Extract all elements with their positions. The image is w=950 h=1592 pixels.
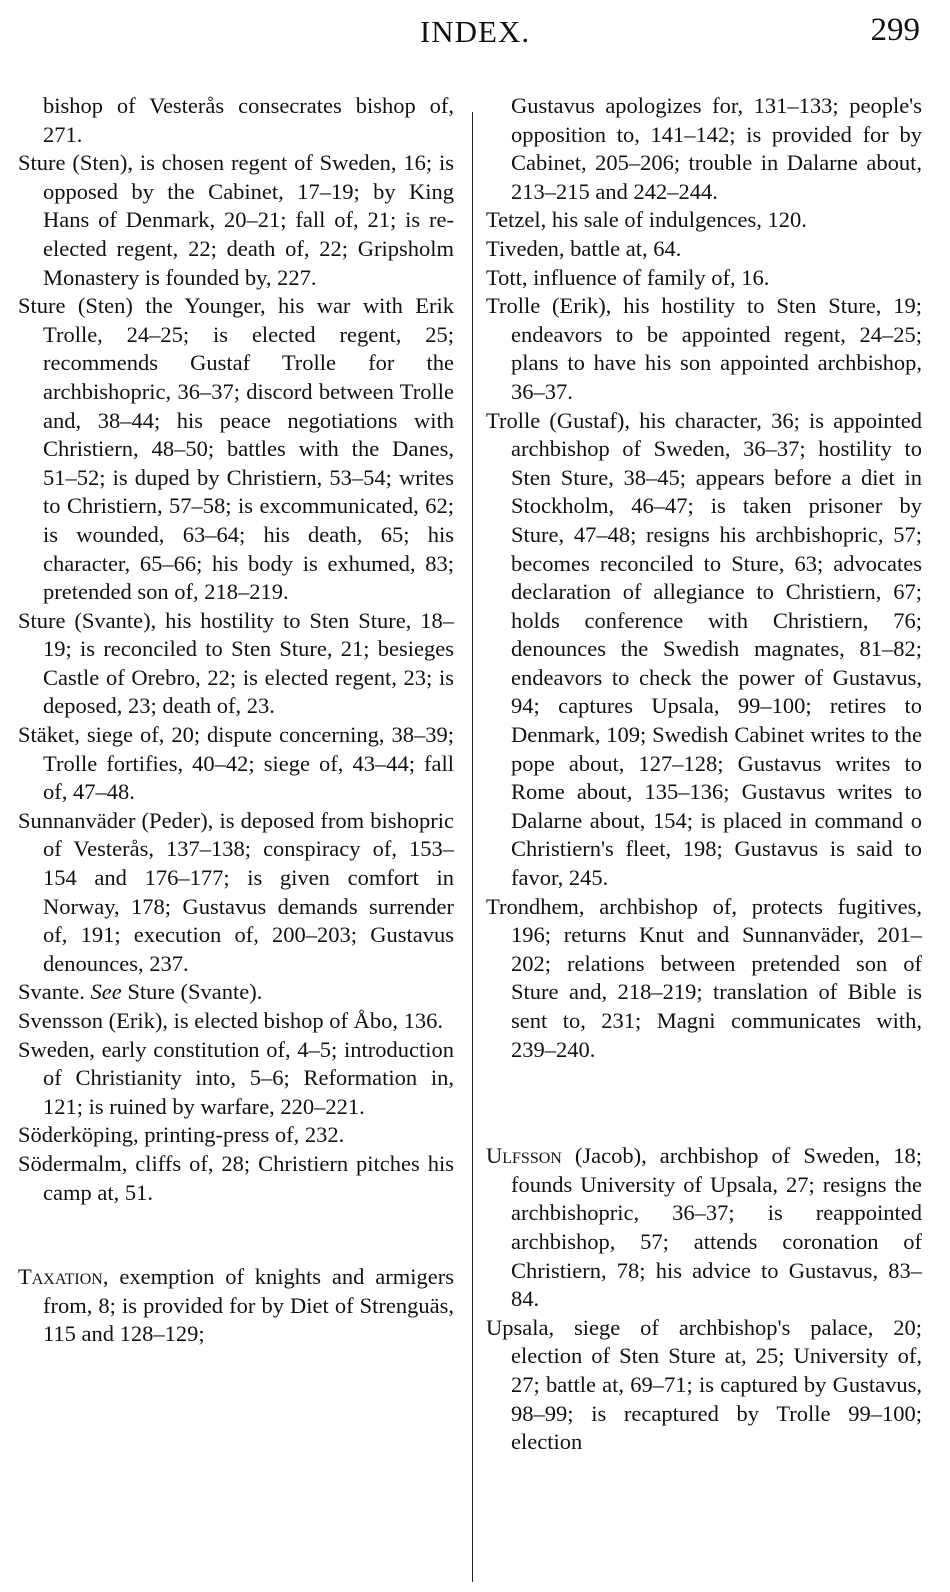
index-entry: Sture (Sten) the Younger, his war with Erik Trolle, 24–25; is elected regent, 25; recommends Gustaf Trolle for the archbishopric, 36–37; discord between Trolle and, 38–44; his peace negotiations with Christiern, 48–50; battles with the Danes, 51–52; is duped by Christiern, 53–54; writes to Christiern, 57–58; is excommunicated, 62; is wounded, 63–64; his death, 65; his character, 65–66; his body is exhumed, 83; pretended son of, 218–219. [18,293,454,605]
page-number: 299 [870,12,920,48]
column-divider [472,112,473,1582]
index-entry: Gustavus apologizes for, 131–133; people's opposition to, 141–142; is provided for by Cabinet, 205–206; trouble in Dalarne about, 213–215 and 242–244. [511,93,922,204]
entry-text: (Jacob), archbishop of Sweden, 18; founds University of Upsala, 27; resigns the archbishopric, 36–37; is reappointed archbishop, 57; attends coronation of Christiern, 78; his advice to Gustavus, 83–84. [511,1143,922,1312]
see-reference: See [90,979,122,1005]
index-entry [486,1142,922,1314]
index-entry: Sweden, early constitution of, 4–5; introduction of Christianity into, 5–6; Reformation in, 121; is ruined by warfare, 220–221. [18,1036,454,1119]
index-entry: bishop of Vesterås consecrates bishop of, 271. [43,93,454,147]
index-entry: Tiveden, battle at, 64. [486,235,682,261]
index-entry: Tetzel, his sale of indulgences, 120. [486,207,807,233]
index-entry [18,978,454,1007]
index-entry: Sture (Sten), is chosen regent of Sweden, 16; is opposed by the Cabinet, 17–19; by King Hans of Denmark, 20–21; fall of, 21; is re-elected regent, 22; death of, 22; Gripsholm Monastery is founded by, 227. [18,150,454,290]
index-entry: Södermalm, cliffs of, 28; Christiern pitches his camp at, 51. [18,1150,454,1205]
index-entry: Trolle (Erik), his hostility to Sten Sture, 19; endeavors to be appointed regent, 24–25; plans to have his son appointed archbishop, 36–37. [486,293,922,404]
entry-head: Taxation [18,1264,103,1290]
index-entry: Svensson (Erik), is elected bishop of Åbo, 136. [18,1008,443,1033]
page-header [0,0,950,60]
letter-section-gap [486,1120,922,1142]
index-entry: Trondhem, archbishop of, protects fugitives, 196; returns Knut and Sunnanväder, 201–202; relations between pretended son of Sture and, 218–219; translation of Bible is sent to, 231; Magni communicates with, 239–240. [486,893,922,1062]
index-entry: Tott, influence of family of, 16. [486,264,770,290]
index-entry: Sunnanväder (Peder), is deposed from bishopric of Vesterås, 137–138; conspiracy of, 153–154 and 176–177; is given comfort in Norway, 178; Gustavus demands surrender of, 191; execution of, 200–203; Gustavus denounces, 237. [18,807,454,976]
entry-text: Sture (Svante). [127,979,263,1005]
index-entry: Stäket, siege of, 20; dispute concerning, 38–39; Trolle fortifies, 40–42; siege of, 43–44; fall of, 47–48. [18,722,454,805]
page-title: INDEX. [419,14,531,49]
index-entry: Upsala, siege of archbishop's palace, 20; election of Sten Sture at, 25; University of, 27; battle at, 69–71; is captured by Gustavus, 98–99; is recaptured by Trolle 99–100; election [486,1314,922,1455]
index-entry: Trolle (Gustaf), his character, 36; is appointed archbishop of Sweden, 36–37; hostility to Sten Sture, 38–45; appears before a diet in Stockholm, 46–47; is taken prisoner by Sture, 47–48; resigns his archbishopric, 57; becomes reconciled to Sture, 63; advocates declaration of allegiance to Christiern, 67; holds conference with Christiern, 76; denounces the Swedish magnates, 81–82; endeavors to check the power of Gustavus, 94; captures Upsala, 99–100; retires to Denmark, 109; Swedish Cabinet writes to the pope about, 127–128; Gustavus writes to Rome about, 135–136; Gustavus writes to Dalarne about, 154; is placed in command o Christiern's fleet, 198; Gustavus is said to favor, 245. [486,407,922,891]
index-entry: Söderköping, printing-press of, 232. [18,1122,345,1148]
index-entry: Sture (Svante), his hostility to Sten Sture, 18–19; is reconciled to Sten Sture, 21; besieges Castle of Orebro, 22; is elected regent, 23; is deposed, 23; death of, 23. [18,607,454,719]
entry-head: Svante. [18,979,85,1005]
right-column [486,92,922,1457]
left-column [18,92,454,1349]
letter-section-gap [486,1064,922,1120]
letter-section-gap [18,1207,454,1263]
entry-text: , exemption of knights and armigers from, 8; is provided for by Diet of Strenguäs, 115 and 128–129; [43,1264,454,1347]
entry-head: Ulfsson [486,1143,562,1169]
index-entry [18,1263,454,1349]
